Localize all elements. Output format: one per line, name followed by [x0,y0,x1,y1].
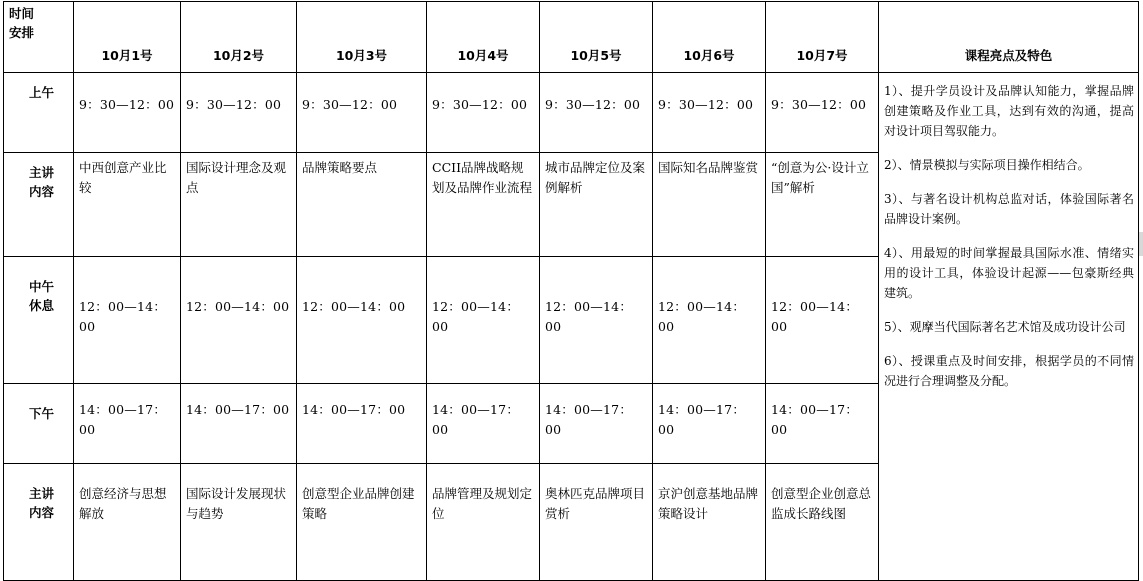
time-cell: 14：00—17：00 [74,384,181,464]
row-label-morning: 上午 [4,73,74,153]
row-label-content-pm: 主讲 内容 [4,464,74,581]
time-cell: 14：00—17：00 [427,384,540,464]
course-cell: 奥林匹克品牌项目赏析 [540,464,653,581]
course-cell: “创意为公·设计立国”解析 [766,153,879,257]
course-cell: 京沪创意基地品牌策略设计 [653,464,766,581]
time-cell: 9：30—12：00 [181,73,297,153]
time-cell: 12：00—14：00 [766,257,879,384]
morning-row [4,73,1139,153]
course-cell: 品牌管理及规划定位 [427,464,540,581]
time-cell: 14：00—17：00 [181,384,297,464]
time-cell: 12：00—14：00 [74,257,181,384]
day-header-3: 10月3号 [297,2,427,73]
day-header-2: 10月2号 [181,2,297,73]
time-cell: 12：00—14：00 [427,257,540,384]
day-header-1: 10月1号 [74,2,181,73]
time-cell: 12：00—14：00 [297,257,427,384]
feature-item: 3）、与著名设计机构总监对话，体验国际著名品牌设计案例。 [884,192,1134,226]
time-cell: 14：00—17：00 [766,384,879,464]
course-cell: 创意经济与思想解放 [74,464,181,581]
day-header-7: 10月7号 [766,2,879,73]
time-cell: 12：00—14：00 [653,257,766,384]
time-cell: 14：00—17：00 [653,384,766,464]
course-cell: 国际设计理念及观点 [181,153,297,257]
schedule-table [3,1,1139,581]
row-label-afternoon: 下午 [4,384,74,464]
day-header-5: 10月5号 [540,2,653,73]
header-row [4,2,1139,73]
time-cell: 9：30—12：00 [766,73,879,153]
features-cell [879,73,1139,581]
corner-header [4,2,74,73]
feature-item: 2）、情景模拟与实际项目操作相结合。 [884,158,1090,172]
day-header-4: 10月4号 [427,2,540,73]
time-cell: 9：30—12：00 [540,73,653,153]
feature-item: 4）、用最短的时间掌握最具国际水准、情绪实用的设计工具，体验设计起源——包豪斯经典建筑。 [884,246,1134,300]
row-label-content-am: 主讲 内容 [4,153,74,257]
time-cell: 12：00—14：00 [181,257,297,384]
day-header-6: 10月6号 [653,2,766,73]
course-cell: 创意型企业品牌创建策略 [297,464,427,581]
course-cell: 国际知名品牌鉴赏 [653,153,766,257]
course-cell: 国际设计发展现状与趋势 [181,464,297,581]
time-cell: 14：00—17：00 [540,384,653,464]
features-header: 课程亮点及特色 [879,2,1139,73]
time-cell: 9：30—12：00 [427,73,540,153]
course-cell: 品牌策略要点 [297,153,427,257]
feature-item: 1）、提升学员设计及品牌认知能力，掌握品牌创建策略及作业工具，达到有效的沟通，提高对设计项目驾驭能力。 [884,84,1134,138]
corner-label: 时间 安排 [9,6,35,40]
course-cell: 中西创意产业比较 [74,153,181,257]
scrollbar-thumb[interactable] [1139,232,1143,256]
time-cell: 9：30—12：00 [297,73,427,153]
time-cell: 9：30—12：00 [74,73,181,153]
course-cell: 创意型企业创意总监成长路线图 [766,464,879,581]
feature-item: 6）、授课重点及时间安排，根据学员的不同情况进行合理调整及分配。 [884,354,1134,388]
time-cell: 14：00—17：00 [297,384,427,464]
row-label-noon: 中午 休息 [4,257,74,384]
time-cell: 12：00—14：00 [540,257,653,384]
course-cell: CCII品牌战略规划及品牌作业流程 [427,153,540,257]
feature-item: 5）、观摩当代国际著名艺术馆及成功设计公司 [884,320,1126,334]
time-cell: 9：30—12：00 [653,73,766,153]
course-cell: 城市品牌定位及案例解析 [540,153,653,257]
